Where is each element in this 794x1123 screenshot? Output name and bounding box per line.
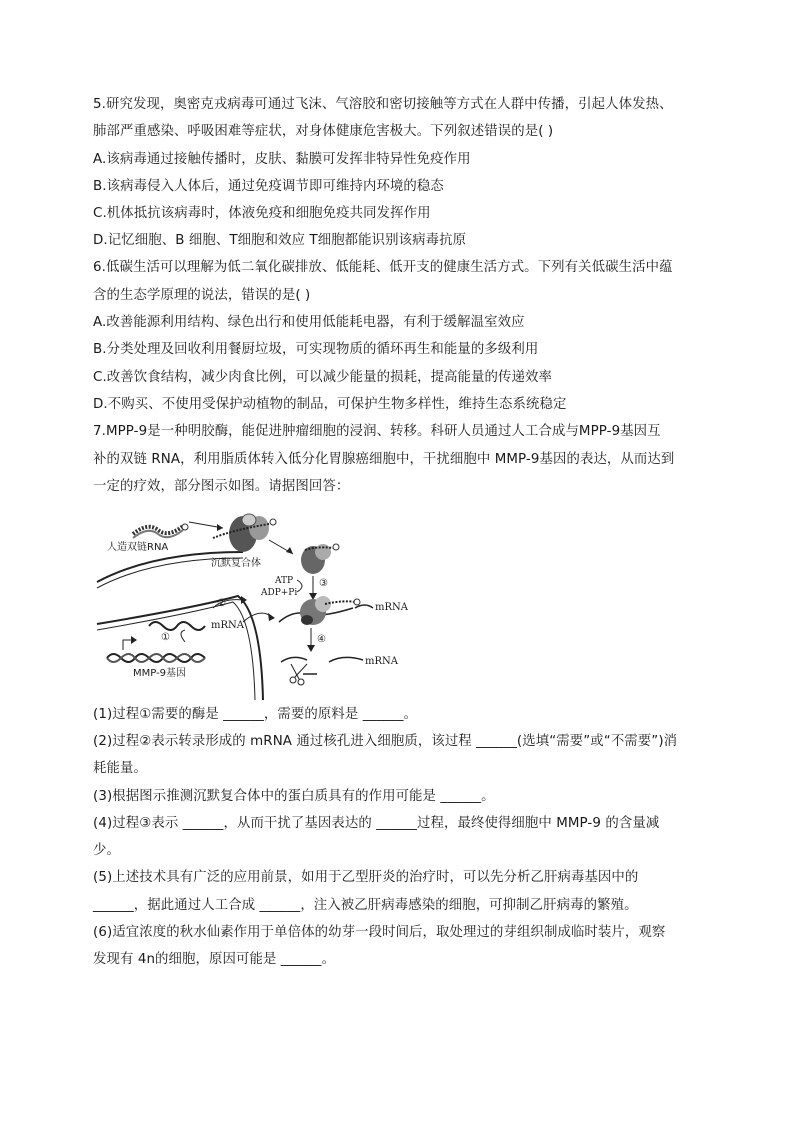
q6-stem-line2: 含的生态学原理的说法，错误的是( ) <box>93 288 311 303</box>
artificial-dsrna <box>133 524 188 538</box>
label-mmp9-gene: MMP-9基因 <box>133 668 187 679</box>
label-mrna-nucleus: mRNA <box>211 620 244 631</box>
q7-sub2-line2: 耗能量。 <box>93 761 147 776</box>
step2-label: ② <box>217 598 226 609</box>
activated-complex <box>301 544 339 574</box>
q5-option-d: D.记忆细胞、B 细胞、T细胞和效应 T细胞都能识别该病毒抗原 <box>93 233 467 248</box>
complex-bound-mrna <box>279 596 373 625</box>
q5-option-b: B.该病毒侵入人体后，通过免疫调节即可维持内环境的稳态 <box>93 179 444 194</box>
q7-stem-line2: 补的双链 RNA，利用脂质体转入低分化胃腺癌细胞中，干扰细胞中 MMP-9基因的表达，从而达到 <box>93 452 675 467</box>
q7-stem-line3: 一定的疗效，部分图示如图。请据图回答： <box>93 479 350 494</box>
label-silencing-complex: 沉默复合体 <box>211 558 261 569</box>
q7-sub4-line2: 少。 <box>93 843 120 858</box>
step1-label: ① <box>161 632 170 643</box>
step4-label: ④ <box>317 634 326 645</box>
q5-stem-line2: 肺部严重感染、呼吸困难等症状，对身体健康危害极大。下列叙述错误的是( ) <box>93 124 554 139</box>
label-atp: ATP <box>275 576 294 586</box>
q6-option-c: C.改善饮食结构，减少肉食比例，可以减少能量的损耗，提高能量的传递效率 <box>93 370 552 385</box>
q6-option-d: D.不购买、不使用受保护动植物的制品，可保护生物多样性，维持生态系统稳定 <box>93 397 567 412</box>
label-dsrna: 人造双链RNA <box>107 542 169 553</box>
label-mrna-cleaved: mRNA <box>365 656 398 667</box>
label-adp: ADP+Pi <box>261 588 298 598</box>
mmp9-gene <box>107 654 205 662</box>
label-mrna-target: mRNA <box>375 602 408 613</box>
nuclear-envelope <box>97 596 263 700</box>
q5-option-c: C.机体抵抗该病毒时，体液免疫和细胞免疫共同发挥作用 <box>93 206 431 221</box>
q5-option-a: A.该病毒通过接触传播时，皮肤、黏膜可发挥非特异性免疫作用 <box>93 152 471 167</box>
nuclear-envelope-inner <box>97 602 255 700</box>
q7-sub4-line1: (4)过程③表示 ______，从而干扰了基因表达的 ______过程，最终使得细胞中 MMP-9 的含量减 <box>93 816 660 831</box>
q7-sub6-line2: 发现有 4n的细胞，原因可能是 ______。 <box>93 952 336 967</box>
q6-option-a: A.改善能源利用结构、绿色出行和使用低能耗电器，有利于缓解温室效应 <box>93 315 525 330</box>
silencing-complex <box>213 514 276 552</box>
q7-sub6-line1: (6)适宜浓度的秋水仙素作用于单倍体的幼芽一段时间后，取处理过的芽组织制成临时装片，观察 <box>93 925 666 940</box>
rna-interference-diagram <box>93 504 433 700</box>
q7-sub2-line1: (2)过程②表示转录形成的 mRNA 通过核孔进入细胞质，该过程 ______(选填“需要”或“不需要”)消 <box>93 734 678 749</box>
cleaved-mrna <box>281 657 363 685</box>
q5-stem-line1: 5.研究发现，奥密克戎病毒可通过飞沫、气溶胶和密切接触等方式在人群中传播，引起人体发热、 <box>93 97 673 112</box>
q7-sub5-line1: (5)上述技术具有广泛的应用前景，如用于乙型肝炎的治疗时，可以先分析乙肝病毒基因中的 <box>93 870 639 885</box>
step3-label: ③ <box>319 578 328 589</box>
q6-stem-line1: 6.低碳生活可以理解为低二氧化碳排放、低能耗、低开支的健康生活方式。下列有关低碳生活中蕴 <box>93 260 673 275</box>
q6-option-b: B.分类处理及回收利用餐厨垃圾，可实现物质的循环再生和能量的多级利用 <box>93 342 539 357</box>
q7-sub5-line2: ______，据此通过人工合成 ______，注入被乙肝病毒感染的细胞，可抑制乙肝病毒的繁殖。 <box>93 898 638 913</box>
q7-sub1: (1)过程①需要的酶是 ______，需要的原料是 ______。 <box>93 707 417 722</box>
q7-sub3: (3)根据图示推测沉默复合体中的蛋白质具有的作用可能是 ______。 <box>93 789 495 804</box>
q7-stem-line1: 7.MPP-9是一种明胶酶，能促进肿瘤细胞的浸润、转移。科研人员通过人工合成与MPP-9基因互 <box>93 424 661 439</box>
